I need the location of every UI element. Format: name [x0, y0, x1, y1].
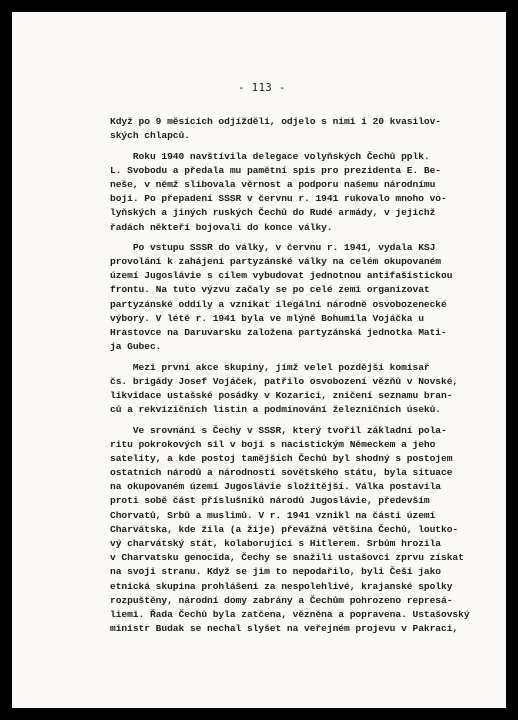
text-line: výbory. V létě r. 1941 byla ve mlýně Bohumila Vojáčka u — [110, 312, 424, 324]
text-line: proti sobě část příslušníků národů Jugoslávie, především — [110, 495, 430, 507]
text-line: Charvátska, kde žila (a žije) převážná většina Čechů, loutko- — [110, 523, 459, 535]
text-line: Chorvatů, Srbů a muslimů. V r. 1941 vznikl na části území — [110, 509, 436, 521]
text-line: Ve srovnání s Čechy v SSSR, který tvořil základní pola- — [110, 424, 447, 436]
text-line: Po vstupu SSSR do války, v červnu r. 1941, vydala KSJ — [110, 241, 436, 253]
body-text — [110, 115, 470, 636]
text-line: satelity, a kde postoj tamějších Čechů byl shodný s postojem — [110, 452, 453, 464]
paragraph — [110, 150, 455, 235]
text-line: likvidace ustašské posádky v Kozarici, zničení seznamu bran- — [110, 389, 453, 401]
text-line: L. Svobodu a předala mu pamětní spis pro prezidenta E. Be- — [110, 164, 442, 176]
text-line: čs. brigády Josef Vojáček, patřilo osvobození vězňů v Novské, — [110, 375, 459, 387]
paragraph — [110, 115, 455, 143]
text-line: Mezi první akce skupiny, jímž velel pozdější komisař — [110, 361, 430, 373]
text-line: ostatních národů a národností sovětského státu, byla situace — [110, 467, 453, 479]
text-line: liemi. Řada Čechů byla zatčena, vězněna a popravena. Ustašovský — [110, 608, 470, 620]
text-line: řadách někteří bojovali do konce války. — [110, 221, 333, 233]
page-number: - 113 - — [238, 82, 286, 94]
text-line: Když po 9 měsících odjížděli, odjelo s nimi i 20 kvasilov- — [110, 116, 442, 127]
text-line: ců a rekvizičních listin a podminování železničních úseků. — [110, 404, 442, 416]
text-line: lyňských a jiných ruských Čechů do Rudé armády, v jejichž — [110, 207, 436, 219]
text-line: vý charvátský stát, kolaborující s Hitlerem. Srbům hrozila — [110, 538, 442, 549]
text-line: v Charvatsku genocida, Čechy se snažili ustašovci zprvu získat — [110, 552, 464, 564]
text-line: neše, v němž slibovala věrnost a podporu našemu národnímu — [110, 178, 436, 190]
text-line: Roku 1940 navštívila delegace volyňských Čechů pplk. — [110, 150, 430, 162]
text-line: ministr Budak se nechal slyšet na veřejném projevu v Pakraci, — [110, 623, 459, 635]
text-line: ja Gubec. — [110, 341, 162, 353]
text-line: etnická skupina prohlášeni za nespolehlivé, krajanské spolky — [110, 580, 453, 592]
text-line: provolání k zahájení partyzánské války na celém okupovaném — [110, 256, 442, 268]
text-line: ritu pokrokových sil v boji s nacistickým Německem a jeho — [110, 438, 436, 450]
text-line: partyzánské oddíly a vznikat ilegální národně osvobozenecké — [110, 298, 447, 310]
text-line: ských chlapců. — [110, 130, 190, 142]
paragraph — [110, 424, 470, 637]
paragraph — [110, 361, 459, 418]
text-line: území Jugoslávie s cílem vybudovat jednotnou antifašistickou — [110, 270, 453, 282]
text-line: rozpuštěny, národní domy zabrány a Čechům pohrozeno represá- — [110, 594, 453, 606]
document-page — [12, 12, 506, 708]
text-line: frontu. Na tuto výzvu začaly se po celé zemi organizovat — [110, 284, 430, 296]
text-line: Hrastovce na Daruvarsku založena partyzánská jednotka Mati- — [110, 327, 447, 338]
paragraph — [110, 241, 455, 355]
text-line: na svoji stranu. Když se jim to nepodařilo, byli Češi jako — [110, 566, 442, 578]
text-line: boji. Po přepadení SSSR v červnu r. 1941 rukovalo mnoho vo- — [110, 193, 447, 205]
text-line: na okupovaném území Jugoslávie složitější. Válka postavila — [110, 481, 442, 493]
